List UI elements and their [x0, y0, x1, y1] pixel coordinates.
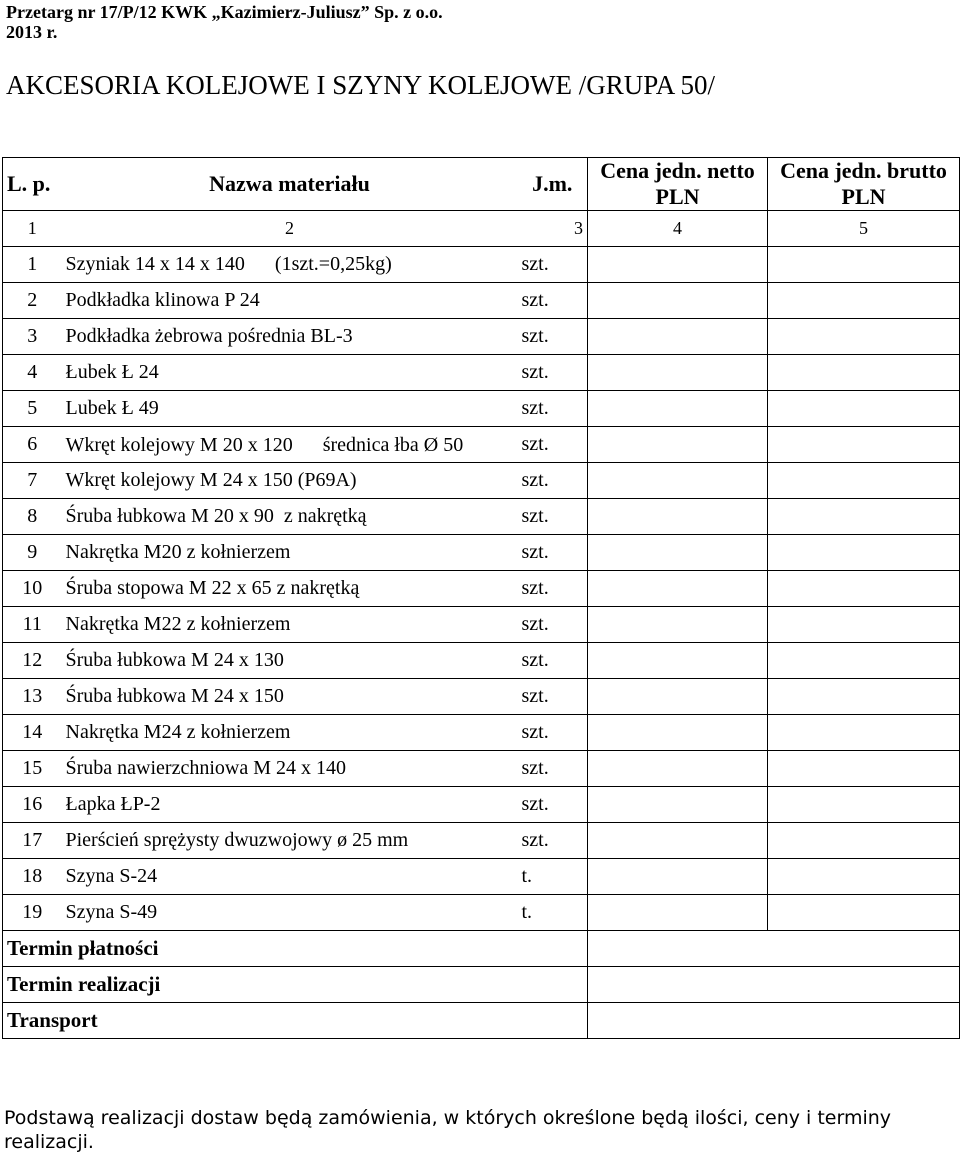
- row-unit: szt.: [518, 751, 588, 787]
- row-lp: 9: [3, 535, 62, 571]
- row-lp: 12: [3, 643, 62, 679]
- row-unit: szt.: [518, 355, 588, 391]
- row-unit: szt.: [518, 823, 588, 859]
- row-net-price: [588, 247, 768, 283]
- row-lp: 3: [3, 319, 62, 355]
- row-unit: szt.: [518, 499, 588, 535]
- footer-transport: Transport: [3, 1003, 588, 1039]
- table-row: [3, 751, 960, 787]
- row-material-name: Szyniak 14 x 14 x 140 (1szt.=0,25kg): [62, 247, 518, 283]
- row-gross-price: [768, 859, 960, 895]
- row-lp: 5: [3, 391, 62, 427]
- row-net-price: [588, 715, 768, 751]
- row-unit: szt.: [518, 571, 588, 607]
- row-gross-price: [768, 787, 960, 823]
- table-row: [3, 247, 960, 283]
- column-number: 3: [518, 211, 588, 247]
- row-net-price: [588, 679, 768, 715]
- row-gross-price: [768, 283, 960, 319]
- row-material-name: Łapka ŁP-2: [62, 787, 518, 823]
- row-gross-price: [768, 319, 960, 355]
- row-unit: szt.: [518, 643, 588, 679]
- row-unit: szt.: [518, 319, 588, 355]
- row-gross-price: [768, 463, 960, 499]
- row-lp: 1: [3, 247, 62, 283]
- footer-realization-terms: Termin realizacji: [3, 967, 588, 1003]
- footer-realization-terms-value: [588, 967, 960, 1003]
- table-row: [3, 571, 960, 607]
- row-material-name: Podkładka żebrowa pośrednia BL-3: [62, 319, 518, 355]
- header-net-price: Cena jedn. netto PLN: [588, 158, 768, 211]
- row-material-name: Szyna S-49: [62, 895, 518, 931]
- row-unit: szt.: [518, 679, 588, 715]
- row-net-price: [588, 535, 768, 571]
- row-gross-price: [768, 679, 960, 715]
- table-row: [3, 319, 960, 355]
- row-net-price: [588, 895, 768, 931]
- row-lp: 11: [3, 607, 62, 643]
- header-lp: L. p.: [3, 158, 62, 211]
- row-material-name: Łubek Ł 24: [62, 355, 518, 391]
- delivery-note: Podstawą realizacji dostaw będą zamówienia, w których określone będą ilości, ceny i terminy realizacji.: [4, 1107, 892, 1153]
- column-number: 2: [62, 211, 518, 247]
- column-number: 5: [768, 211, 960, 247]
- table-row: [3, 535, 960, 571]
- row-material-name: Śruba nawierzchniowa M 24 x 140: [62, 751, 518, 787]
- row-net-price: [588, 355, 768, 391]
- footer-transport-row: [3, 1003, 960, 1039]
- page-title: AKCESORIA KOLEJOWE I SZYNY KOLEJOWE /GRUPA 50/: [6, 70, 716, 100]
- materials-table: [2, 157, 960, 1039]
- row-unit: szt.: [518, 283, 588, 319]
- row-lp: 19: [3, 895, 62, 931]
- row-gross-price: [768, 355, 960, 391]
- row-lp: 6: [3, 427, 62, 463]
- row-material-name: Nakrętka M24 z kołnierzem: [62, 715, 518, 751]
- row-net-price: [588, 283, 768, 319]
- row-gross-price: [768, 427, 960, 463]
- table-row: [3, 355, 960, 391]
- table-row: [3, 607, 960, 643]
- footer-payment-terms-row: [3, 931, 960, 967]
- header-unit: J.m.: [518, 158, 588, 211]
- row-gross-price: [768, 391, 960, 427]
- row-material-name: Śruba łubkowa M 24 x 130: [62, 643, 518, 679]
- row-unit: szt.: [518, 463, 588, 499]
- row-lp: 14: [3, 715, 62, 751]
- tender-year: 2013 r.: [6, 22, 58, 42]
- column-number: 1: [3, 211, 62, 247]
- row-net-price: [588, 823, 768, 859]
- row-unit: szt.: [518, 607, 588, 643]
- row-material-name: Szyna S-24: [62, 859, 518, 895]
- header-gross-price: Cena jedn. brutto PLN: [768, 158, 960, 211]
- row-material-name: Nakrętka M22 z kołnierzem: [62, 607, 518, 643]
- table-row: [3, 643, 960, 679]
- row-material-name: Podkładka klinowa P 24: [62, 283, 518, 319]
- tender-header: Przetarg nr 17/P/12 KWK „Kazimierz-Juliusz” Sp. z o.o.: [6, 2, 443, 22]
- row-material-name: Nakrętka M20 z kołnierzem: [62, 535, 518, 571]
- row-lp: 15: [3, 751, 62, 787]
- footer-realization-terms-row: [3, 967, 960, 1003]
- row-gross-price: [768, 715, 960, 751]
- row-net-price: [588, 787, 768, 823]
- row-lp: 7: [3, 463, 62, 499]
- row-net-price: [588, 427, 768, 463]
- table-row: [3, 823, 960, 859]
- row-lp: 8: [3, 499, 62, 535]
- row-unit: szt.: [518, 535, 588, 571]
- row-net-price: [588, 859, 768, 895]
- column-number-row: [3, 211, 960, 247]
- row-material-name: Śruba stopowa M 22 x 65 z nakrętką: [62, 571, 518, 607]
- row-material-name: Śruba łubkowa M 24 x 150: [62, 679, 518, 715]
- row-unit: szt.: [518, 427, 588, 463]
- table-row: [3, 715, 960, 751]
- row-lp: 13: [3, 679, 62, 715]
- row-gross-price: [768, 751, 960, 787]
- row-gross-price: [768, 643, 960, 679]
- table-row: [3, 679, 960, 715]
- row-unit: t.: [518, 895, 588, 931]
- row-unit: szt.: [518, 247, 588, 283]
- row-net-price: [588, 391, 768, 427]
- row-gross-price: [768, 607, 960, 643]
- row-unit: szt.: [518, 715, 588, 751]
- row-lp: 2: [3, 283, 62, 319]
- row-net-price: [588, 751, 768, 787]
- table-header-row: [3, 158, 960, 211]
- table-row: [3, 499, 960, 535]
- row-material-name: Wkręt kolejowy M 24 x 150 (P69A): [62, 463, 518, 499]
- row-gross-price: [768, 247, 960, 283]
- row-net-price: [588, 607, 768, 643]
- row-lp: 16: [3, 787, 62, 823]
- table-row: [3, 391, 960, 427]
- row-net-price: [588, 319, 768, 355]
- row-material-name: Śruba łubkowa M 20 x 90 z nakrętką: [62, 499, 518, 535]
- footer-payment-terms-value: [588, 931, 960, 967]
- row-gross-price: [768, 895, 960, 931]
- row-lp: 10: [3, 571, 62, 607]
- row-material-name: Pierścień sprężysty dwuzwojowy ø 25 mm: [62, 823, 518, 859]
- row-unit: t.: [518, 859, 588, 895]
- table-row: [3, 859, 960, 895]
- row-gross-price: [768, 499, 960, 535]
- table-row: [3, 463, 960, 499]
- column-number: 4: [588, 211, 768, 247]
- row-gross-price: [768, 571, 960, 607]
- row-unit: szt.: [518, 787, 588, 823]
- table-row: [3, 895, 960, 931]
- row-net-price: [588, 499, 768, 535]
- table-row: [3, 787, 960, 823]
- row-net-price: [588, 571, 768, 607]
- row-gross-price: [768, 535, 960, 571]
- row-lp: 17: [3, 823, 62, 859]
- row-material-name: Lubek Ł 49: [62, 391, 518, 427]
- row-material-name: Wkręt kolejowy M 20 x 120 średnica łba Ø 50: [62, 427, 518, 463]
- footer-transport-value: [588, 1003, 960, 1039]
- row-net-price: [588, 463, 768, 499]
- table-row: [3, 427, 960, 463]
- row-net-price: [588, 643, 768, 679]
- row-lp: 4: [3, 355, 62, 391]
- row-unit: szt.: [518, 391, 588, 427]
- footer-payment-terms: Termin płatności: [3, 931, 588, 967]
- header-name: Nazwa materiału: [62, 158, 518, 211]
- row-lp: 18: [3, 859, 62, 895]
- row-gross-price: [768, 823, 960, 859]
- table-row: [3, 283, 960, 319]
